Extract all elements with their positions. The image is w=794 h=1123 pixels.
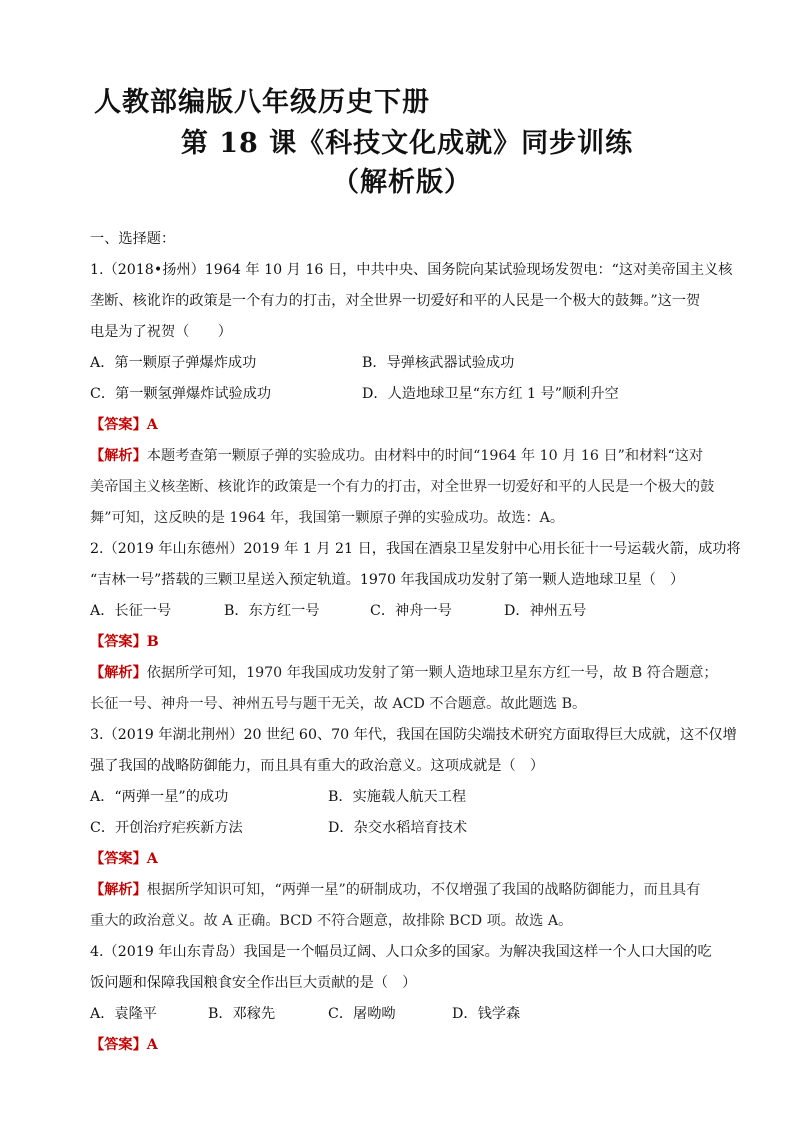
- section-heading: 一、选择题：: [90, 231, 176, 247]
- question-1-option-d: D．人造地球卫星“东方红 1 号”顺利升空: [362, 386, 619, 402]
- question-3-option-b: B．实施载人航天工程: [328, 789, 467, 805]
- question-4-options: [90, 999, 704, 1030]
- question-3-option-d: D．杂交水稻培育技术: [328, 820, 468, 836]
- question-4-line-1: 4.（2019 年山东青岛）我国是一个幅员辽阔、人口众多的国家。为解决我国这样一个人口大国的吃: [90, 944, 712, 960]
- document-body: [90, 224, 741, 1061]
- title-line-1: 人教部编版八年级历史下册: [94, 87, 430, 118]
- question-1-answer: 【答案】A: [90, 417, 158, 433]
- question-1-option-b: B．导弹核武器试验成功: [362, 355, 515, 371]
- question-4-line-2: 饭问题和保障我国粮食安全作出巨大贡献的是（ ）: [90, 975, 417, 991]
- question-3-analysis-line-2: 重大的政治意义。故 A 正确。BCD 不符合题意，故排除 BCD 项。故选 A。: [90, 913, 573, 929]
- question-4: [90, 937, 712, 1061]
- question-1-options-row-1: [90, 348, 704, 379]
- question-2-line-2: “吉林一号”搭载的三颗卫星送入预定轨道。1970 年我国成功发射了第一颗人造地球卫星（ ）: [90, 572, 685, 588]
- question-3-option-c: C．开创治疗疟疾新方法: [90, 820, 243, 836]
- question-4-answer: 【答案】A: [90, 1037, 158, 1053]
- analysis-label: 【解析】: [90, 665, 147, 681]
- question-1-line-2: 垄断、核讹诈的政策是一个有力的打击，对全世界一切爱好和平的人民是一个极大的鼓舞。”这一贺: [90, 293, 701, 309]
- analysis-text: 本题考查第一颗原子弹的实验成功。由材料中的时间“1964 年 10 月 16 日”和材料“这对: [146, 448, 704, 464]
- question-4-option-b: B．邓稼先: [208, 1006, 276, 1022]
- question-3-analysis-line-1: [90, 875, 704, 906]
- question-1-option-a: A．第一颗原子弹爆炸成功: [90, 355, 257, 371]
- question-1-analysis-line-2: 美帝国主义核垄断、核讹诈的政策是一个有力的打击，对全世界一切爱好和平的人民是一个极大的鼓: [90, 479, 715, 495]
- question-2-answer: 【答案】B: [90, 634, 159, 650]
- question-2-option-c: C．神舟一号: [370, 603, 452, 619]
- question-1-options-row-2: [90, 379, 704, 410]
- title-line-2: 第 18 课《科技文化成就》同步训练: [180, 128, 634, 159]
- question-2-option-a: A．长征一号: [90, 603, 172, 619]
- question-1-line-3: 电是为了祝贺（ ）: [90, 324, 232, 340]
- question-3-line-1: 3.（2019 年湖北荆州）20 世纪 60、70 年代，我国在国防尖端技术研究方面取得巨大成就，这不仅增: [90, 727, 737, 743]
- question-3-options-row-2: [90, 813, 704, 844]
- question-2-analysis-line-1: [90, 658, 718, 689]
- question-1-analysis-line-3: 舞”可知，这反映的是 1964 年，我国第一颗原子弹的实验成功。故选：A。: [90, 510, 565, 526]
- analysis-text: 根据所学知识可知，“两弹一星”的研制成功，不仅增强了我国的战略防御能力，而且具有: [146, 882, 701, 898]
- question-3: [90, 720, 737, 937]
- question-2-options: [90, 596, 704, 627]
- question-1-option-c: C．第一颗氢弹爆炸试验成功: [90, 386, 272, 402]
- question-3-answer: 【答案】A: [90, 851, 158, 867]
- question-1-line-1: 1.（2018•扬州）1964 年 10 月 16 日，中共中央、国务院向某试验现场发贺电：“这对美帝国主义核: [90, 262, 733, 278]
- question-2-line-1: 2.（2019 年山东德州）2019 年 1 月 21 日，我国在酒泉卫星发射中心用长征十一号运载火箭，成功将: [90, 541, 741, 557]
- question-1: [90, 255, 733, 534]
- question-2: [90, 534, 741, 720]
- question-4-option-d: D．钱学森: [452, 1006, 521, 1022]
- analysis-label: 【解析】: [90, 448, 147, 464]
- title-line-3: （解析版）: [332, 167, 472, 198]
- question-2-option-b: B．东方红一号: [224, 603, 320, 619]
- question-3-options-row-1: [90, 782, 704, 813]
- question-2-analysis-line-2: 长征一号、神舟一号、神州五号与题干无关，故 ACD 不合题意。故此题选 B。: [90, 696, 587, 712]
- question-4-option-a: A．袁隆平: [90, 1006, 157, 1022]
- question-2-option-d: D．神州五号: [504, 603, 587, 619]
- analysis-text: 依据所学可知，1970 年我国成功发射了第一颗人造地球卫星东方红一号，故 B 符合题意；: [146, 665, 718, 681]
- question-1-analysis-line-1: [90, 441, 704, 472]
- question-4-option-c: C．屠呦呦: [328, 1006, 396, 1022]
- question-3-option-a: A．“两弹一星”的成功: [90, 789, 229, 805]
- question-3-line-2: 强了我国的战略防御能力，而且具有重大的政治意义。这项成就是（ ）: [90, 758, 545, 774]
- analysis-label: 【解析】: [90, 882, 147, 898]
